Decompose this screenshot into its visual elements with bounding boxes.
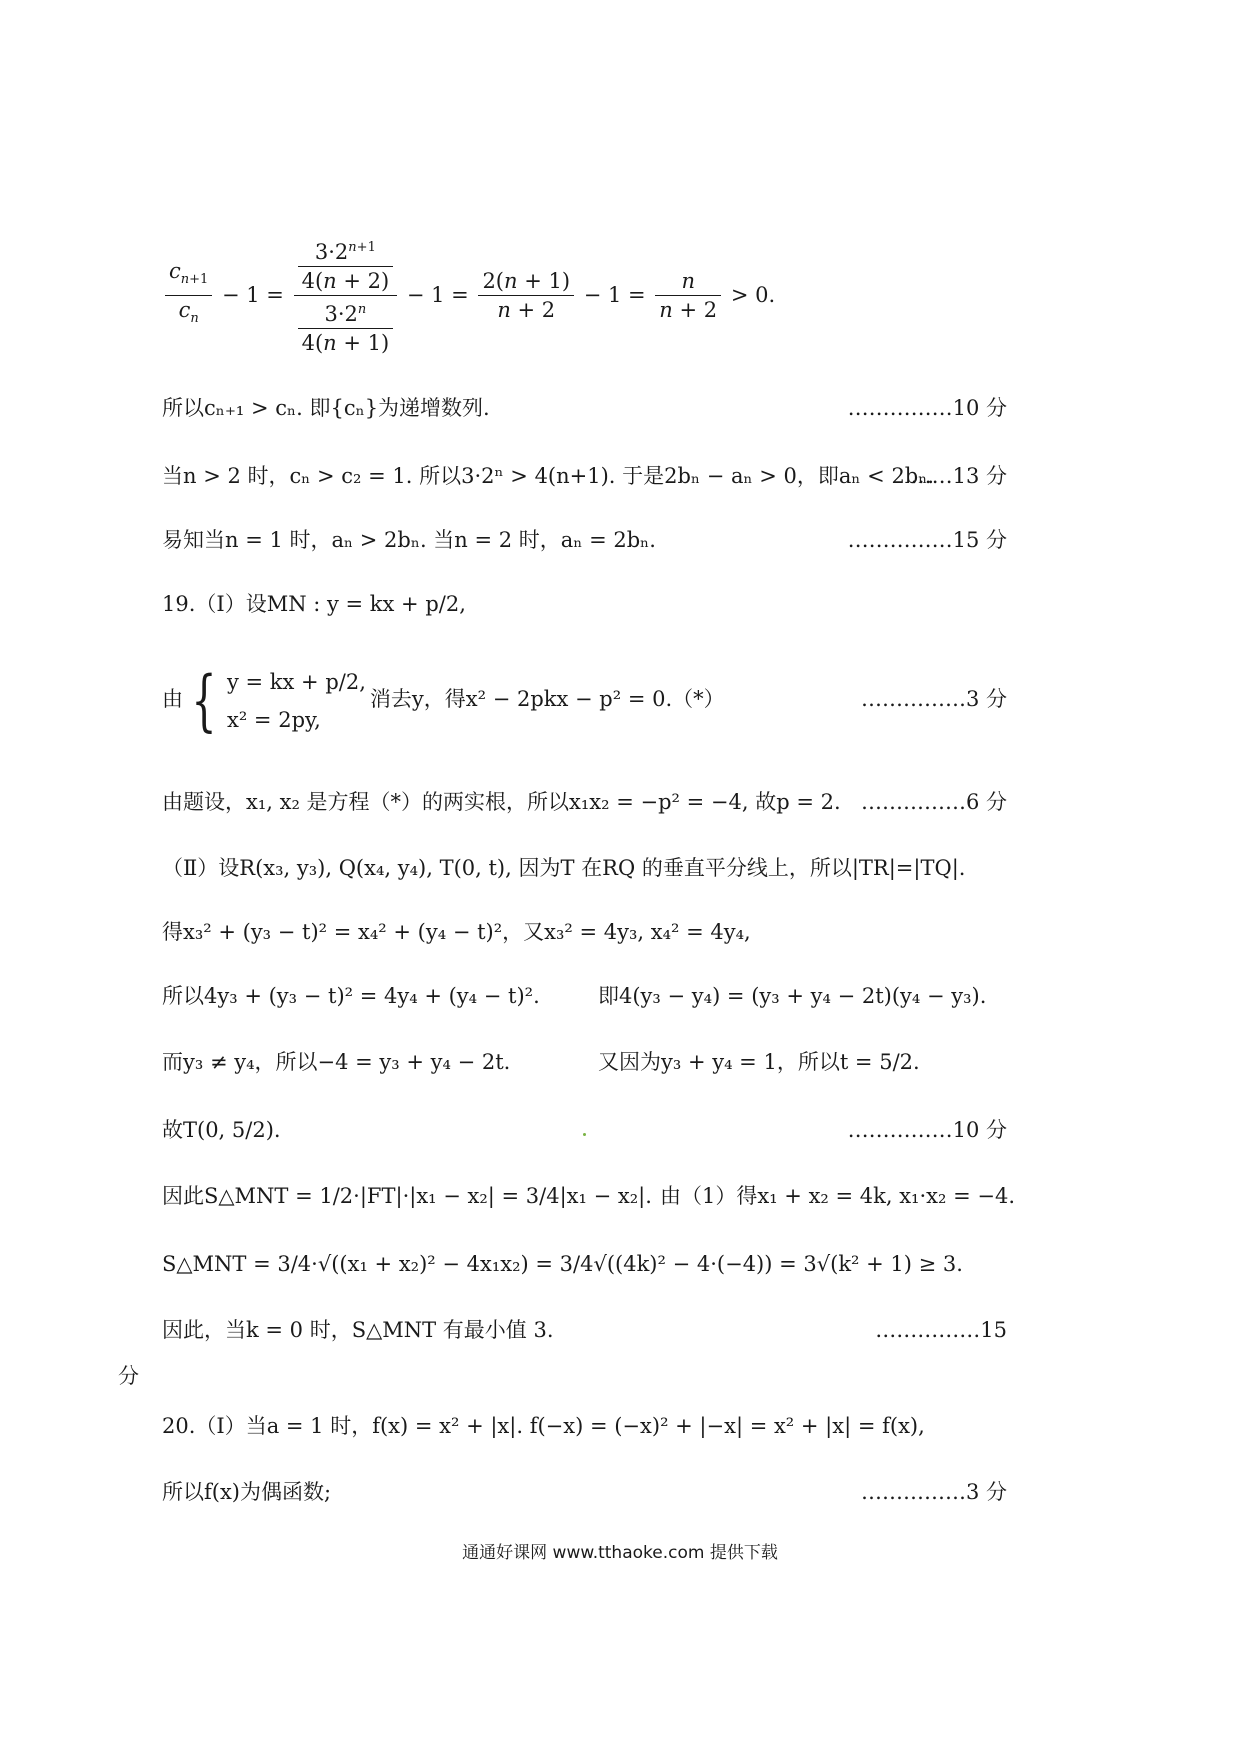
line-text-right: 即4(y₃ − y₄) = (y₃ + y₄ − 2t)(y₄ − y₃).	[598, 984, 987, 1008]
line-text: 因此，当k = 0 时，S△MNT 有最小值 3.	[162, 1318, 554, 1342]
score-marker: ……………3 分	[860, 1480, 1007, 1504]
line-text: 所以f(x)为偶函数;	[162, 1480, 332, 1504]
line-text-right: 又因为y₃ + y₄ = 1，所以t = 5/2.	[598, 1050, 920, 1074]
ratio-formula: $\frac{c_{n+1}}{c_n}$ − 1 = $\frac{\frac{3\cdot 2^{n+1}}{4(n + 2)}}{\frac{3\cdot 2^n}{4(n + 1)}}$ − 1 = $\frac{2(n + 1)}{n + 2}$ − 1 = $\frac{n}{n + 2}$ > 0.	[162, 230, 1007, 360]
page-footer: 通通好课网 www.tthaoke.com 提供下载	[462, 1543, 778, 1563]
line-text: 由题设，x₁, x₂ 是方程（*）的两实根，所以x₁x₂ = −p² = −4, 故p = 2.	[162, 790, 841, 814]
score-unit-wrap: 分	[118, 1364, 139, 1388]
system-equations	[162, 654, 1007, 744]
line-text: 当n > 2 时，cₙ > c₂ = 1. 所以3·2ⁿ > 4(n+1). 于是2bₙ − aₙ > 0，即aₙ < 2bₙ.	[162, 464, 935, 488]
score-marker: ……13 分	[910, 464, 1007, 488]
line-point-t	[162, 1110, 1007, 1150]
line-text: （Ⅱ）设R(x₃, y₃), Q(x₄, y₄), T(0, t), 因为T 在RQ 的垂直平分线上，所以|TR|=|TQ|.	[162, 856, 966, 880]
q19-part1-heading	[162, 584, 1007, 624]
score-marker: ……………6 分	[860, 790, 1007, 814]
line-n-greater-2	[162, 456, 1007, 496]
stray-mark	[583, 1133, 586, 1136]
line-min-value	[162, 1310, 1007, 1350]
line-text: 故T(0, 5/2).	[162, 1118, 281, 1142]
equation-1: y = kx + p/2,	[227, 669, 366, 694]
line-area-formula	[162, 1176, 1015, 1216]
equation-2: x² = 2py,	[227, 707, 321, 732]
q19-part2-heading	[162, 848, 1007, 888]
line-t-value	[162, 1042, 1007, 1082]
line-text: 所以cₙ₊₁ > cₙ. 即{cₙ}为递增数列.	[162, 396, 490, 420]
line-text: 得x₃² + (y₃ − t)² = x₄² + (y₄ − t)²，又x₃² = 4y₃, x₄² = 4y₄,	[162, 920, 751, 944]
line-text-left: 因此S△MNT = 1/2·|FT|·|x₁ − x₂| = 3/4|x₁ − x₂|.	[162, 1184, 652, 1208]
line-roots	[162, 782, 1007, 822]
line-text-left: 所以4y₃ + (y₃ − t)² = 4y₄ + (y₄ − t)².	[162, 984, 540, 1008]
line-therefore	[162, 976, 1007, 1016]
line-prefix: 由	[162, 687, 183, 711]
line-increasing	[162, 388, 1007, 428]
score-marker: ……………3 分	[860, 687, 1007, 711]
q20-part1-heading	[162, 1406, 1007, 1446]
line-text-left: 而y₃ ≠ y₄，所以−4 = y₃ + y₄ − 2t.	[162, 1050, 511, 1074]
score-marker: ……………10 分	[847, 1118, 1007, 1142]
score-marker: ……………10 分	[847, 396, 1007, 420]
line-distance-eq	[162, 912, 1007, 952]
score-marker: ……………15 分	[847, 528, 1007, 552]
brace-icon: {	[191, 661, 217, 739]
line-text: S△MNT = 3/4·√((x₁ + x₂)² − 4x₁x₂) = 3/4√((4k)² − 4·(−4)) = 3√(k² + 1) ≥ 3.	[162, 1252, 963, 1276]
score-marker: ……………15	[875, 1318, 1007, 1342]
line-area-value	[162, 1244, 1007, 1284]
line-text-right: 由（1）得x₁ + x₂ = 4k, x₁·x₂ = −4.	[660, 1184, 1015, 1208]
line-even-function	[162, 1472, 1007, 1512]
line-text: 消去y，得x² − 2pkx − p² = 0.（*）	[369, 687, 725, 711]
line-text: 易知当n = 1 时，aₙ > 2bₙ. 当n = 2 时，aₙ = 2bₙ.	[162, 528, 656, 552]
line-text: 20.（Ⅰ）当a = 1 时，f(x) = x² + |x|. f(−x) = (−x)² + |−x| = x² + |x| = f(x),	[162, 1414, 925, 1438]
line-easy-know	[162, 520, 1007, 560]
line-text: 19.（Ⅰ）设MN : y = kx + p/2,	[162, 592, 466, 616]
